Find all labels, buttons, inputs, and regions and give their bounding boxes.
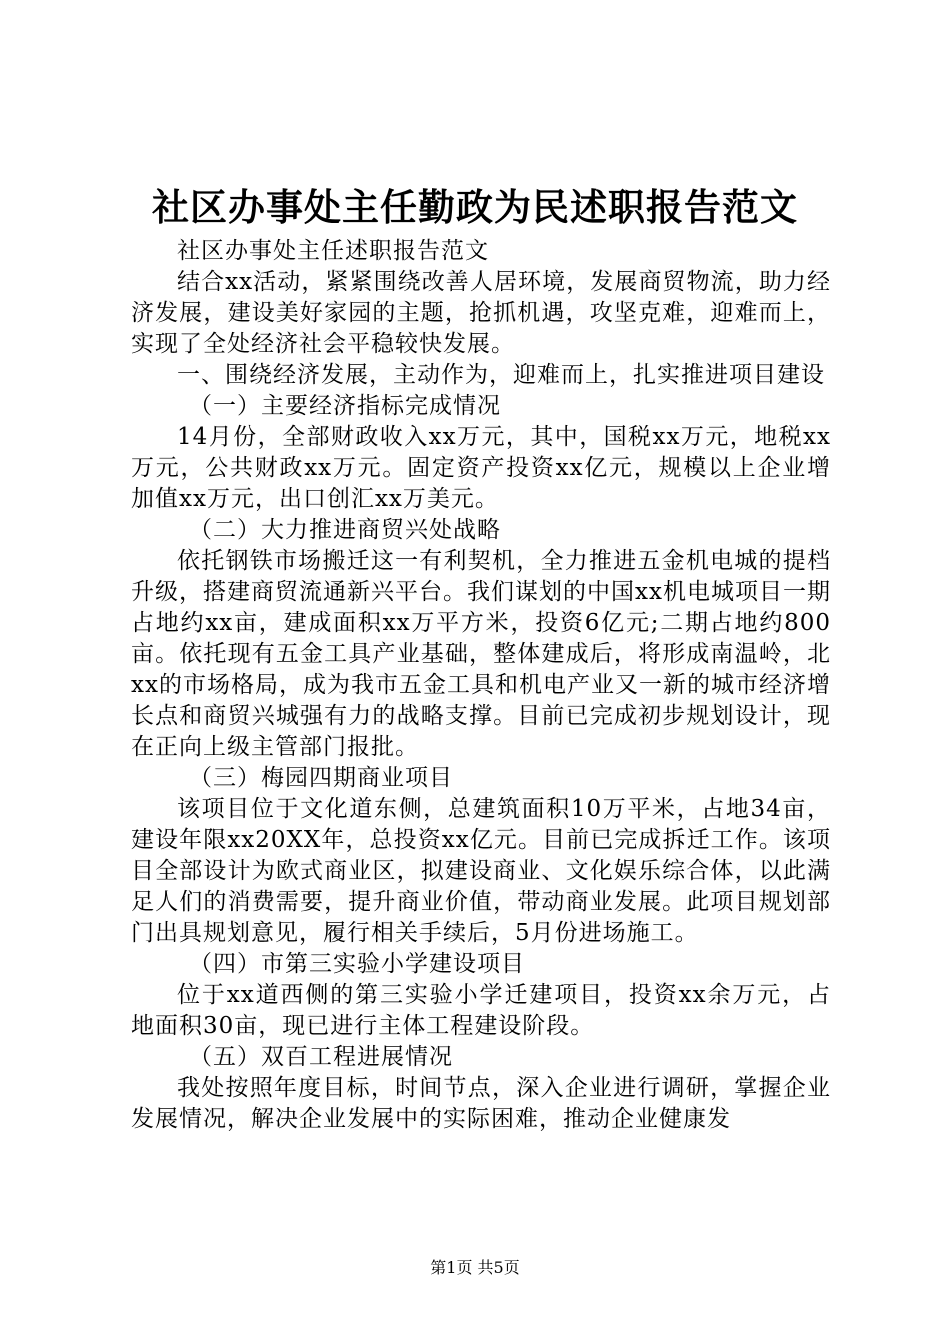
document-body [131, 236, 831, 1135]
paragraph-intro: 结合xx活动，紧紧围绕改善人居环境，发展商贸物流，助力经济发展，建设美好家园的主题，抢抓机遇，攻坚克难，迎难而上，实现了全处经济社会平稳较快发展。 [131, 269, 831, 357]
paragraph-school-project: 位于xx道西侧的第三实验小学迁建项目，投资xx余万元，占地面积30亩，现已进行主体工程建设阶段。 [131, 982, 831, 1039]
subsection-heading-1: （一）主要经济指标完成情况 [189, 393, 501, 419]
page-footer: 第1页 共5页 [430, 1258, 520, 1277]
subsection-heading-2: （二）大力推进商贸兴处战略 [189, 517, 501, 543]
paragraph-meiyuan-project: 该项目位于文化道东侧，总建筑面积10万平米，占地34亩，建设年限xx20XX年，总投资xx亿元。目前已完成拆迁工作。该项目全部设计为欧式商业区，拟建设商业、文化娱乐综合体，以此满足人们的消费需要，提升商业价值，带动商业发展。此项目规划部门出具规划意见，履行相关手续后，5月份进场施工。 [131, 796, 831, 946]
paragraph-double-hundred: 我处按照年度目标，时间节点，深入企业进行调研，掌握企业发展情况，解决企业发展中的实际困难，推动企业健康发 [131, 1075, 831, 1132]
paragraph-commerce-strategy: 依托钢铁市场搬迁这一有利契机，全力推进五金机电城的提档升级，搭建商贸流通新兴平台。我们谋划的中国xx机电城项目一期占地约xx亩，建成面积xx万平方米，投资6亿元;二期占地约800亩。依托现有五金工具产业基础，整体建成后，将形成南温岭，北xx的市场格局，成为我市五金工具和机电产业又一新的城市经济增长点和商贸兴城强有力的战略支撑。目前已完成初步规划设计，现在正向上级主管部门报批。 [131, 548, 831, 760]
document-title: 社区办事处主任勤政为民述职报告范文 [152, 185, 798, 229]
subsection-heading-5: （五）双百工程进展情况 [189, 1044, 453, 1070]
subsection-heading-3: （三）梅园四期商业项目 [189, 765, 453, 791]
paragraph-subtitle: 社区办事处主任述职报告范文 [177, 238, 489, 264]
paragraph-economic-indicators: 14月份，全部财政收入xx万元，其中，国税xx万元，地税xx万元，公共财政xx万元。固定资产投资xx亿元，规模以上企业增加值xx万元，出口创汇xx万美元。 [131, 424, 831, 512]
subsection-heading-4: （四）市第三实验小学建设项目 [189, 951, 525, 977]
section-heading-1: 一、围绕经济发展，主动作为，迎难而上，扎实推进项目建设 [177, 362, 825, 388]
